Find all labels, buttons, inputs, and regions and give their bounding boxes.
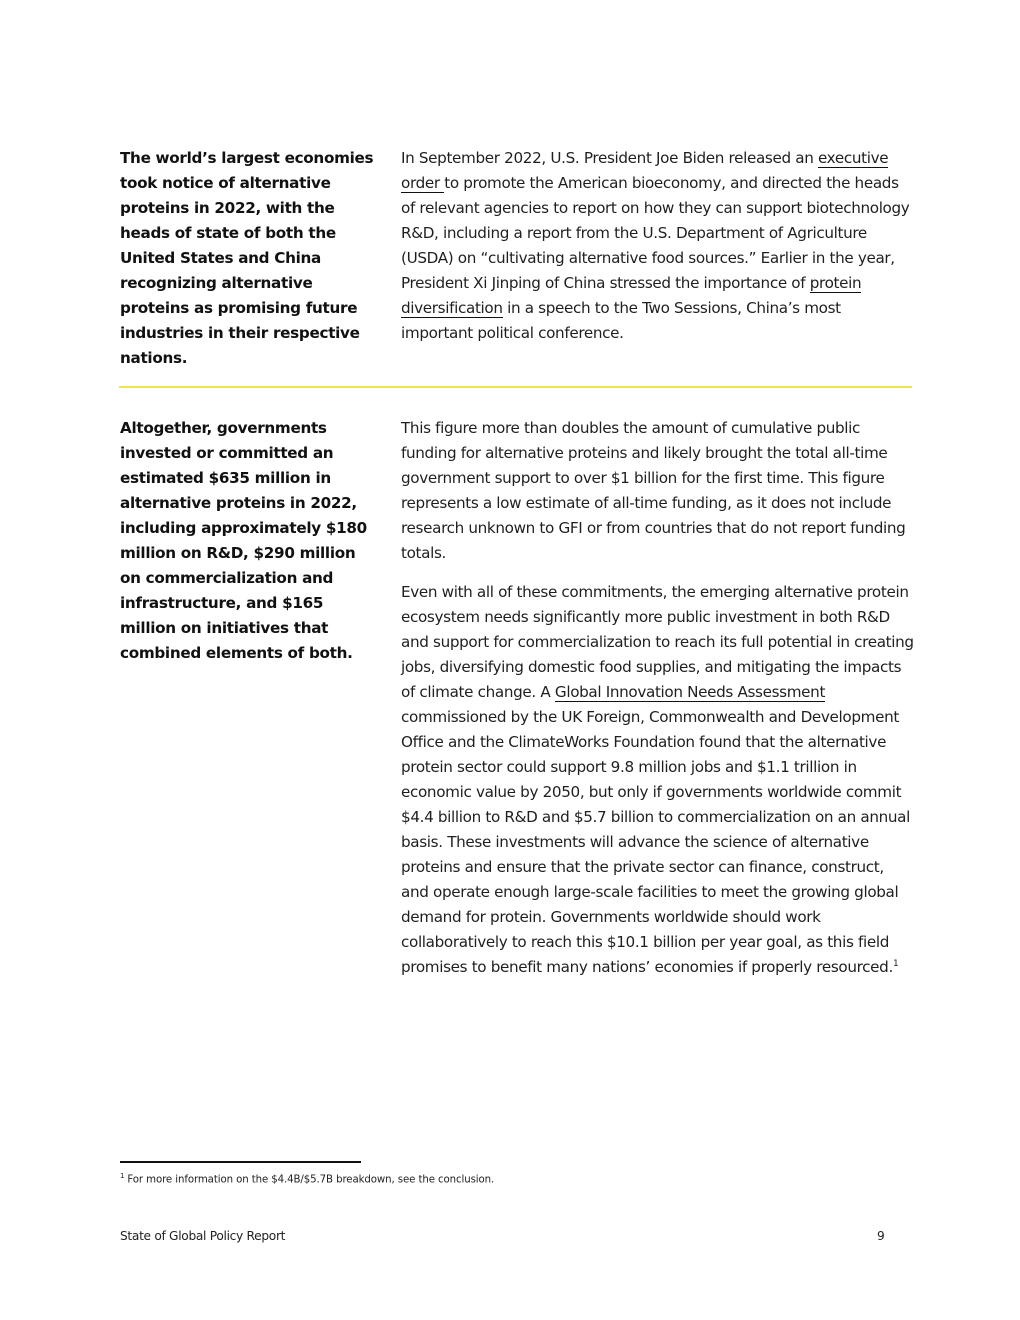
paragraph-commitments [401, 580, 915, 980]
body-column [401, 416, 915, 994]
text-span: in a speech to the Two Sessions, China’s most important political conference. [401, 299, 841, 342]
footnote [120, 1172, 494, 1185]
text-span: In September 2022, U.S. President Joe Biden released an [401, 149, 818, 167]
text-span: Even with all of these commitments, the emerging alternative protein ecosystem needs significantly more public investment in both R&D and support for commercialization to reach its full potential in creating jobs, diversifying domestic food supplies, and mitigating the impacts of climate change. A [401, 583, 914, 701]
pull-quote-heads-of-state: The world’s largest economies took notice of alternative proteins in 2022, with the heads of state of both the United States and China recognizing alternative proteins as promising future industries in their respective nations. [120, 149, 374, 367]
page-number: 9 [877, 1229, 885, 1243]
pull-quote-investment: Altogether, governments invested or committed an estimated $635 million in alternative proteins in 2022, including approximately $180 million on R&D, $290 million on commercialization and infrastructure, and $165 million on initiatives that combined elements of both. [120, 419, 367, 662]
footnote-reference[interactable]: 1 [892, 958, 899, 969]
protein-diversification-link[interactable]: protein diversification [401, 274, 862, 317]
paragraph-executive-order [401, 146, 915, 346]
paragraph-cumulative-funding: This figure more than doubles the amount of cumulative public funding for alternative proteins and likely brought the total all-time government support to over $1 billion for the first time. This figure represents a low estimate of all-time funding, as it does not include research unknown to GFI or from countries that do not report funding totals. [401, 419, 906, 562]
section-divider [119, 386, 912, 388]
text-span: to promote the American bioeconomy, and directed the heads of relevant agencies to report on how they can support biotechnology R&D, including a report from the U.S. Department of Agriculture (USDA) on “cultivating alternative food sources.” Earlier in the year, President Xi Jinping of China stressed the importance of [401, 174, 910, 292]
text-span: commissioned by the UK Foreign, Commonwealth and Development Office and the ClimateWorks Foundation found that the alternative protein sector could support 9.8 million jobs and $1.1 trillion in economic value by 2050, but only if governments worldwide commit $4.4 billion to R&D and $5.7 billion to commercialization on an annual basis. These investments will advance the science of alternative proteins and ensure that the private sector can finance, construct, and operate enough large-scale facilities to meet the growing global demand for protein. Governments worldwide should work collaboratively to reach this $10.1 billion per year goal, as this field promises to benefit many nations’ economies if properly resourced. [401, 708, 910, 976]
footer-report-title: State of Global Policy Report [120, 1229, 286, 1243]
footnote-number: 1 [120, 1172, 125, 1180]
executive-order-link[interactable]: executive order [401, 149, 889, 192]
footnote-rule [120, 1161, 361, 1163]
body-column [401, 146, 915, 360]
footnote-text: For more information on the $4.4B/$5.7B breakdown, see the conclusion. [127, 1174, 495, 1186]
global-innovation-needs-assessment-link[interactable]: Global Innovation Needs Assessment [554, 683, 826, 701]
